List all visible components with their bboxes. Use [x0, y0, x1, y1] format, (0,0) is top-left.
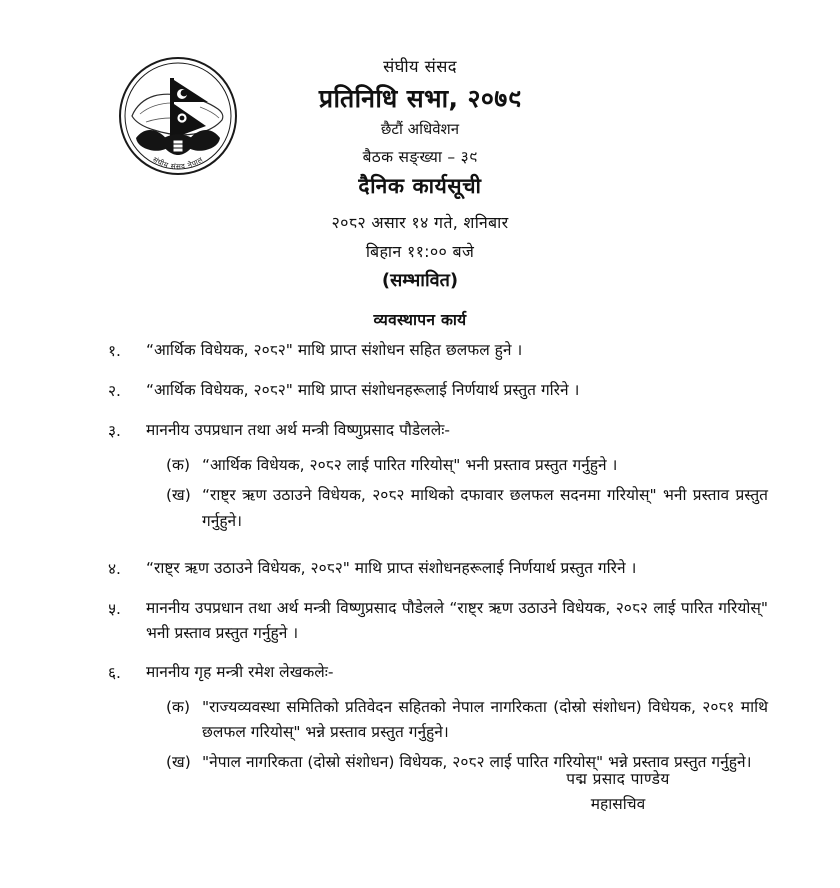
agenda-item-text: माननीय उपप्रधान तथा अर्थ मन्त्री विष्णुप्रसाद पौडेलले “राष्ट्र ऋण उठाउने विधेयक, २०८२ लाई पारित गरियोस्" भनी प्रस्ताव प्रस्तुत गर्नुहुने । [146, 598, 768, 642]
header-sitting-number: बैठक सङ्ख्या – ३९ [362, 147, 478, 166]
agenda-item-body [146, 596, 768, 646]
header-session: छैटौं अधिवेशन [380, 119, 460, 138]
agenda-subitem-list [146, 453, 768, 533]
agenda-subitem [146, 695, 768, 745]
agenda-subitem-text: “राष्ट्र ऋण उठाउने विधेयक, २०८२ माथिको दफावार छलफल सदनमा गरियोस्" भनी प्रस्ताव प्रस्तुत गर्नुहुने। [202, 486, 768, 530]
agenda-item [108, 418, 768, 533]
agenda-subitem-text: "नेपाल नागरिकता (दोस्रो संशोधन) विधेयक, २०८२ लाई पारित गरियोस्" भन्ने प्रस्ताव प्रस्तुत गर्नुहुने। [202, 753, 752, 772]
agenda-item [108, 378, 768, 404]
signature-block [508, 768, 728, 817]
header-agenda-title: दैनिक कार्यसूची [358, 174, 482, 199]
agenda-item-body [146, 418, 768, 533]
agenda-subitem-text: "राज्यव्यवस्था समितिको प्रतिवेदन सहितको नेपाल नागरिकता (दोस्रो संशोधन) विधेयक, २०८१ माथि छलफल गरियोस्" भन्ने प्रस्ताव प्रस्तुत गर्नुहुने। [202, 698, 768, 742]
agenda-item-number: २. [108, 382, 121, 401]
agenda-item [108, 660, 768, 775]
signatory-name: पद्म प्रसाद पाण्डेय [566, 770, 670, 788]
header-organization: संघीय संसद [383, 57, 457, 76]
agenda-subitem-marker: (क) [166, 698, 190, 717]
header-tentative-note: (सम्भावित) [381, 269, 459, 291]
agenda-item-body [146, 556, 768, 581]
agenda-item-number: ५. [108, 599, 121, 618]
agenda-item-number: ३. [108, 422, 121, 441]
section-heading-legislative-business: व्यवस्थापन कार्य [373, 311, 467, 329]
agenda-item-text: “आर्थिक विधेयक, २०८२" माथि प्राप्त संशोधन सहित छलफल हुने । [146, 341, 523, 359]
agenda-item-text: माननीय गृह मन्त्री रमेश लेखकलेः- [146, 662, 334, 681]
document-header [0, 56, 840, 293]
agenda-subitem-list [146, 695, 768, 775]
signatory-title: महासचिव [590, 795, 646, 814]
agenda-item-number: ४. [108, 559, 121, 578]
agenda-item-body [146, 660, 768, 775]
agenda-item-body [146, 338, 768, 363]
agenda-subitem-marker: (ख) [166, 486, 191, 505]
header-date: २०८२ असार १४ गते, शनिबार [331, 212, 509, 232]
header-house-title: प्रतिनिधि सभा, २०७९ [318, 83, 522, 113]
agenda-item [108, 338, 768, 364]
agenda-item-text: माननीय उपप्रधान तथा अर्थ मन्त्री विष्णुप्रसाद पौडेललेः- [146, 421, 450, 440]
agenda-item-text: “आर्थिक विधेयक, २०८२" माथि प्राप्त संशोधनहरूलाई निर्णयार्थ प्रस्तुत गरिने । [146, 381, 580, 400]
agenda-item [108, 596, 768, 646]
agenda-item-body [146, 378, 768, 403]
agenda-item-number: ६. [108, 663, 121, 682]
agenda-subitem-marker: (क) [166, 456, 190, 475]
agenda-subitem-marker: (ख) [166, 753, 191, 772]
agenda-item [108, 556, 768, 582]
agenda-subitem [146, 483, 768, 533]
header-time: बिहान ११:०० बजे [365, 241, 475, 261]
agenda-subitem [146, 453, 768, 478]
agenda-list [108, 338, 768, 797]
agenda-item-text: “राष्ट्र ऋण उठाउने विधेयक, २०८२" माथि प्राप्त संशोधनहरूलाई निर्णयार्थ प्रस्तुत गरिने । [146, 558, 637, 577]
agenda-subitem-text: “आर्थिक विधेयक, २०८२ लाई पारित गरियोस्" भनी प्रस्ताव प्रस्तुत गर्नुहुने । [202, 456, 618, 475]
agenda-item-number: १. [108, 342, 121, 360]
seal-arc-text: संघीय संसद नेपाल [151, 154, 205, 171]
